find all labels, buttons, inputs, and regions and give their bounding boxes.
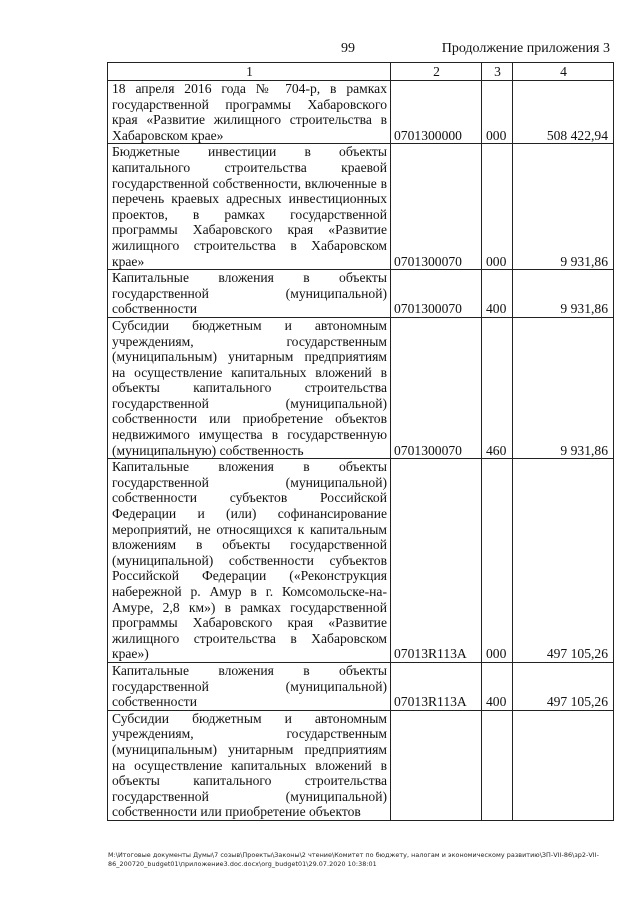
row-amount: 9 931,86 bbox=[513, 270, 614, 318]
table-row bbox=[108, 81, 614, 144]
table-row bbox=[108, 317, 614, 458]
row-amount: 9 931,86 bbox=[513, 317, 614, 458]
row-type: 460 bbox=[482, 317, 513, 458]
column-number-row bbox=[108, 63, 614, 81]
row-amount bbox=[513, 710, 614, 820]
row-code: 0701300070 bbox=[391, 144, 482, 270]
table-row bbox=[108, 144, 614, 270]
row-description: 18 апреля 2016 года № 704-р, в рамках государственной программы Хабаровского края «Развитие жилищного строительства в Хабаровском крае» bbox=[108, 81, 391, 144]
row-description: Бюджетные инвестиции в объекты капитального строительства краевой государственной собственности, включенные в перечень краевых адресных инвестиционных проектов, в рамках государственной программы Хабаровского края «Развитие жилищного строительства в Хабаровском крае» bbox=[108, 144, 391, 270]
row-code: 07013R113A bbox=[391, 662, 482, 710]
table-row bbox=[108, 459, 614, 663]
table-row bbox=[108, 662, 614, 710]
row-type: 400 bbox=[482, 662, 513, 710]
row-type: 000 bbox=[482, 459, 513, 663]
row-code: 07013R113A bbox=[391, 459, 482, 663]
row-description: Субсидии бюджетным и автономным учреждениям, государственным (муниципальным) унитарным предприятиям на осуществление капитальных вложений в объекты капитального строительства государственной (муниципальной) собственности или приобретение объектов bbox=[108, 710, 391, 820]
table-row bbox=[108, 270, 614, 318]
page-number: 99 bbox=[341, 41, 355, 56]
row-code: 0701300070 bbox=[391, 317, 482, 458]
row-amount: 497 105,26 bbox=[513, 459, 614, 663]
row-description: Капитальные вложения в объекты государственной (муниципальной) собственности bbox=[108, 662, 391, 710]
file-path-footer: M:\Итоговые документы Думы\7 созыв\Проекты\Законы\2 чтение\Комитет по бюджету, налогам и экономическому развитию\ЗП-VII-86\зр2-VII-86_200720_budget01\приложение3.doc.docx\org_budget01\29.07.2020 10:38:01 bbox=[108, 851, 600, 868]
row-description: Субсидии бюджетным и автономным учреждениям, государственным (муниципальным) унитарным предприятиям на осуществление капитальных вложений в объекты капитального строительства государственной (муниципальной) собственности или приобретение объектов недвижимого имущества в государственную (муниципальную) собственность bbox=[108, 317, 391, 458]
row-description: Капитальные вложения в объекты государственной (муниципальной) собственности субъектов Российской Федерации и (или) софинансирование мероприятий, не относящихся к капитальным вложениям в объекты государственной (муниципальной) собственности субъектов Российской Федерации («Реконструкция набережной р. Амур в г. Комсомольске-на-Амуре, 2,8 км») в рамках государственной программы Хабаровского края «Развитие жилищного строительства в Хабаровском крае») bbox=[108, 459, 391, 663]
row-amount: 508 422,94 bbox=[513, 81, 614, 144]
column-number: 4 bbox=[513, 63, 614, 81]
budget-table bbox=[107, 62, 614, 821]
row-type bbox=[482, 710, 513, 820]
row-amount: 9 931,86 bbox=[513, 144, 614, 270]
row-code: 0701300000 bbox=[391, 81, 482, 144]
column-number: 1 bbox=[108, 63, 391, 81]
row-amount: 497 105,26 bbox=[513, 662, 614, 710]
column-number: 2 bbox=[391, 63, 482, 81]
continuation-note: Продолжение приложения 3 bbox=[441, 41, 610, 56]
row-type: 000 bbox=[482, 81, 513, 144]
table-row bbox=[108, 710, 614, 820]
row-code bbox=[391, 710, 482, 820]
column-number: 3 bbox=[482, 63, 513, 81]
row-type: 000 bbox=[482, 144, 513, 270]
row-code: 0701300070 bbox=[391, 270, 482, 318]
row-description: Капитальные вложения в объекты государственной (муниципальной) собственности bbox=[108, 270, 391, 318]
row-type: 400 bbox=[482, 270, 513, 318]
